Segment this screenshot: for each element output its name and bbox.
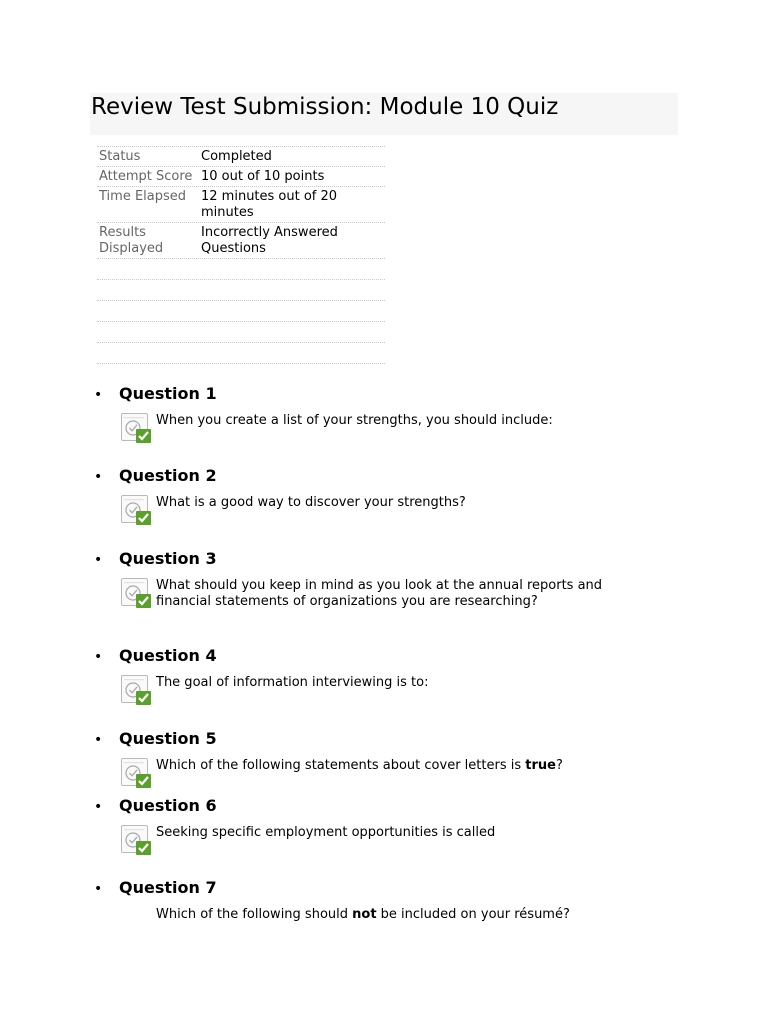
summary-empty-row: [97, 322, 385, 343]
question-item: [94, 547, 694, 644]
question-body: [119, 494, 694, 526]
summary-label: Attempt Score: [99, 169, 193, 184]
question-item: [94, 382, 694, 464]
question-text-emphasis: not: [352, 907, 377, 922]
summary-row-status: [97, 147, 385, 167]
bullet: •: [94, 552, 103, 568]
correct-answer-icon: [120, 494, 152, 526]
summary-label: Results Displayed: [99, 225, 164, 256]
question-title[interactable]: Question 6: [119, 796, 217, 815]
correct-answer-icon: [120, 412, 152, 444]
summary-row-attempt-score: [97, 167, 385, 187]
question-body: [119, 906, 694, 938]
bullet: •: [94, 799, 103, 815]
question-body: [119, 412, 694, 444]
summary-label: Status: [99, 149, 141, 164]
summary-value: 12 minutes out of 20 minutes: [201, 189, 338, 220]
question-text: What is a good way to discover your strengths?: [156, 495, 466, 510]
question-body: [119, 674, 694, 706]
summary-value: 10 out of 10 points: [201, 169, 325, 184]
question-title[interactable]: Question 5: [119, 729, 217, 748]
question-text: What should you keep in mind as you look at the annual reports and financial statements of organizations you are researching?: [156, 578, 603, 609]
question-text-part: Which of the following should: [156, 907, 353, 922]
summary-row-time-elapsed: [97, 187, 385, 223]
bullet: •: [94, 732, 103, 748]
correct-answer-icon: [120, 757, 152, 789]
question-text-part: be included on your résumé?: [376, 907, 570, 922]
question-list: [94, 382, 694, 936]
question-item: [94, 727, 694, 794]
question-title[interactable]: Question 7: [119, 878, 217, 897]
question-body: [119, 824, 694, 856]
summary-empty-row: [97, 343, 385, 364]
question-text-emphasis: true: [525, 758, 556, 773]
summary-row-results-displayed: [97, 223, 385, 259]
question-text: [156, 757, 656, 789]
correct-answer-icon: [120, 577, 152, 609]
bullet: •: [94, 881, 103, 897]
question-item: [94, 644, 694, 727]
bullet: •: [94, 649, 103, 665]
bullet: •: [94, 469, 103, 485]
correct-answer-icon: [120, 674, 152, 706]
summary-empty-row: [97, 259, 385, 280]
summary-label: Time Elapsed: [99, 189, 187, 204]
summary-value: Completed: [201, 149, 272, 164]
question-body: [119, 757, 694, 789]
summary-value: Incorrectly Answered Questions: [201, 225, 338, 256]
question-item: [94, 794, 694, 876]
question-body: [119, 577, 694, 610]
correct-answer-icon: [120, 824, 152, 856]
question-text: The goal of information interviewing is to:: [156, 675, 429, 690]
question-title[interactable]: Question 2: [119, 466, 217, 485]
bullet: •: [94, 387, 103, 403]
question-item: [94, 876, 694, 936]
question-item: [94, 464, 694, 547]
page-title: Review Test Submission: Module 10 Quiz: [91, 94, 559, 120]
question-text: When you create a list of your strengths, you should include:: [156, 413, 553, 428]
submission-summary-table: [97, 146, 385, 364]
question-title[interactable]: Question 1: [119, 384, 217, 403]
question-text-part: Which of the following statements about cover letters is: [156, 758, 526, 773]
question-title[interactable]: Question 3: [119, 549, 217, 568]
summary-empty-row: [97, 301, 385, 322]
summary-empty-row: [97, 280, 385, 301]
question-text-part: ?: [555, 758, 563, 773]
question-text: Seeking specific employment opportunities is called: [156, 825, 496, 840]
page-header: [90, 93, 678, 135]
question-title[interactable]: Question 4: [119, 646, 217, 665]
question-text: [156, 906, 656, 938]
